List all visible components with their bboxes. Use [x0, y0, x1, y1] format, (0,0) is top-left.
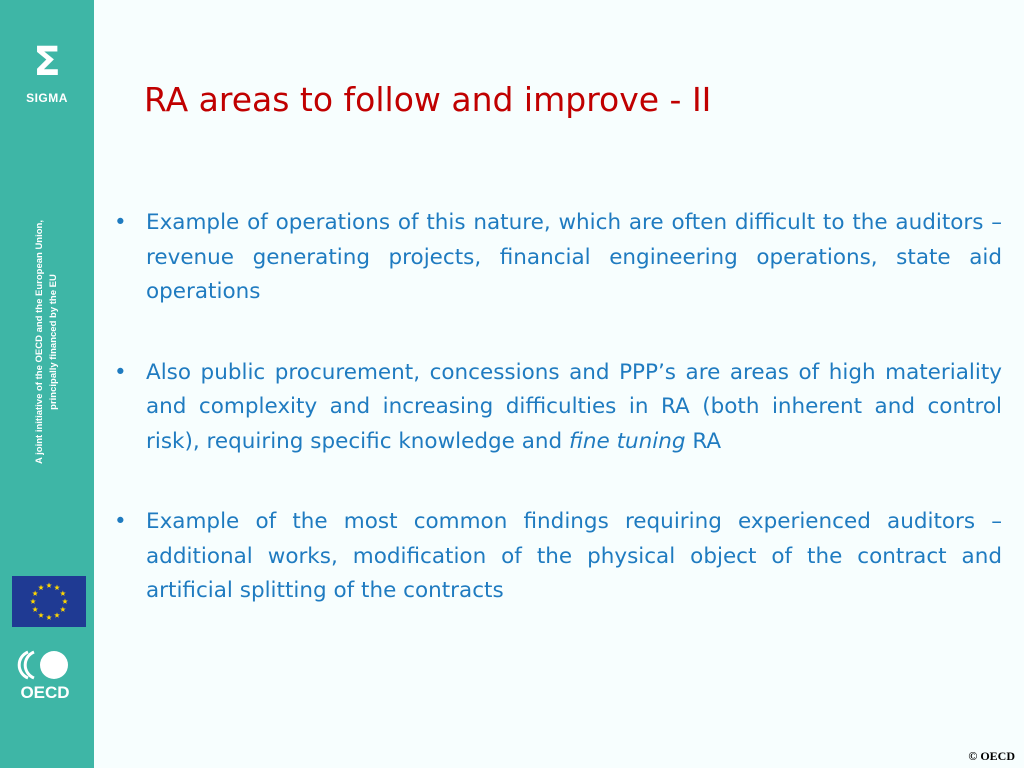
bullet-symbol: • — [114, 210, 127, 235]
sidebar — [0, 0, 94, 768]
copyright-label: © OECD — [968, 749, 1015, 763]
bullet-text-2-part-1: Also public procurement, concessions and PPP’s are areas of high materiality and complexity and increasing difficulties in RA (both inherent and control risk), requiring specific knowledge and — [146, 359, 1002, 454]
sidebar-vertical-note — [33, 182, 61, 502]
sigma-logo-icon: Σ — [33, 39, 61, 85]
bullet-list — [112, 206, 1002, 655]
bullet-item-2 — [112, 356, 1002, 460]
bullet-text-3: Example of the most common findings requiring experienced auditors – additional works, modification of the physical object of the contract and artificial splitting of the contracts — [146, 509, 1002, 603]
slide-title: RA areas to follow and improve - II — [144, 80, 712, 119]
oecd-logo-icon — [14, 648, 76, 702]
bullet-text-1: Example of operations of this nature, which are often difficult to the auditors – revenue generating projects, financial engineering operations, state aid operations — [146, 210, 1002, 304]
sigma-label: SIGMA — [26, 91, 68, 105]
vertical-note-line-2: principally financed by the EU — [48, 274, 59, 410]
oecd-logo-label: OECD — [20, 683, 70, 702]
bullet-item-1 — [112, 206, 1002, 310]
bullet-item-3 — [112, 505, 1002, 609]
bullet-text-2 — [146, 360, 1002, 454]
eu-flag-icon — [12, 576, 86, 627]
bullet-symbol: • — [114, 509, 127, 534]
bullet-symbol: • — [114, 359, 127, 385]
bullet-text-2-part-2: RA — [685, 428, 722, 454]
bullet-text-2-italic: fine tuning — [569, 428, 686, 454]
vertical-note-line-1: A joint initiative of the OECD and the European Union, — [34, 220, 45, 465]
